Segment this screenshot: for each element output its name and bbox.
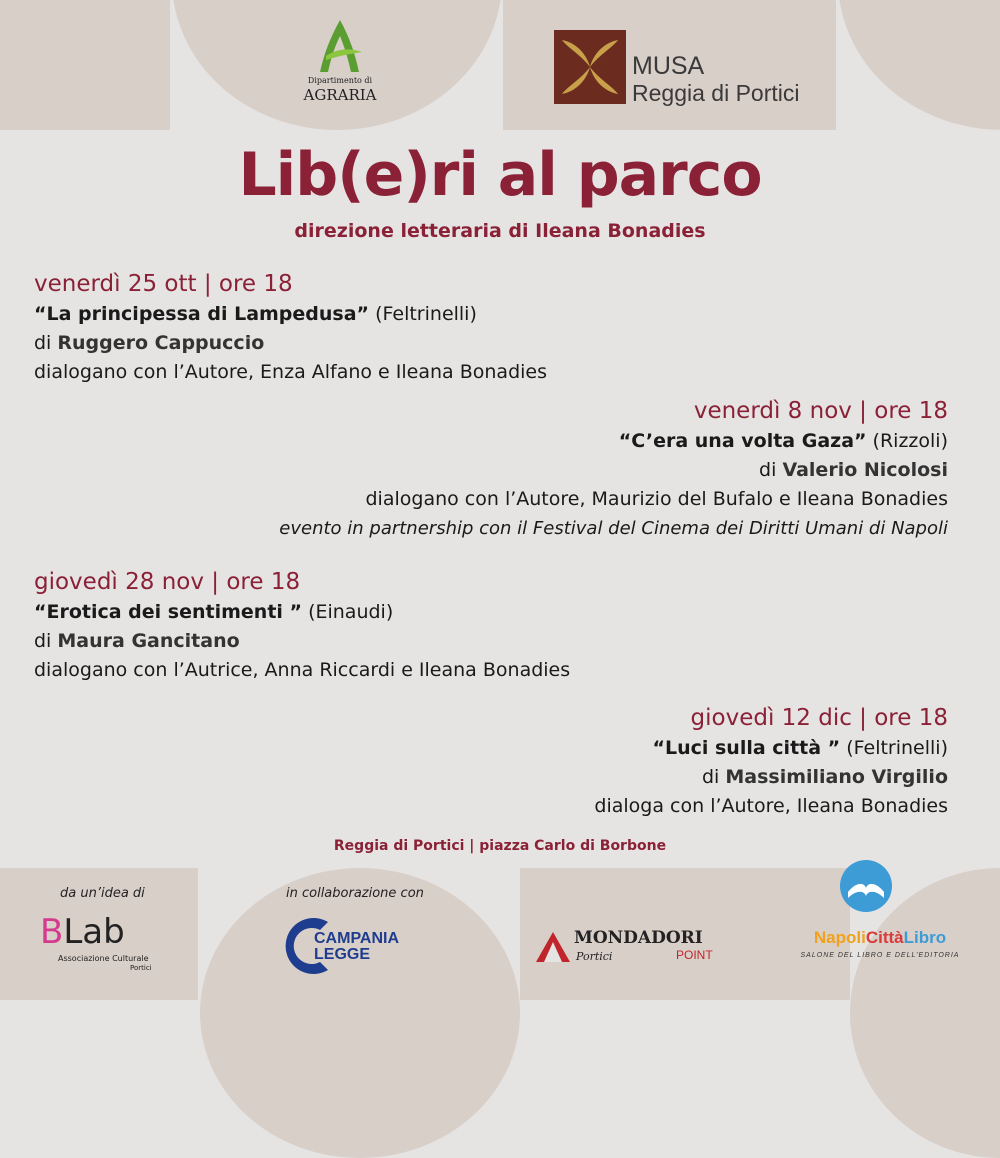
mondadori-logo [536,922,726,972]
blab-line2: Portici [130,964,152,972]
event-author: Ruggero Cappuccio [57,332,265,354]
agraria-logo [290,18,390,108]
napoli-part2: Città [865,928,904,947]
event-book-title: “C’era una volta Gaza” [618,430,867,452]
venue-line: Reggia di Portici | piazza Carlo di Borbone [333,838,667,854]
event-author: Valerio Nicolosi [782,459,948,481]
napoli-citta-libro-logo [780,858,980,988]
musa-emblem-icon [554,30,626,104]
event-book-title: “Erotica dei sentimenti ” [34,601,303,623]
event-author-line [279,456,948,485]
event-book-title: “La principessa di Lampedusa” [34,303,370,325]
bg-panel-top-left [0,0,170,130]
collab-label: in collaborazione con [286,886,424,901]
agraria-logo-top: Dipartimento di [307,76,373,85]
event-note: evento in partnership con il Festival del Cinema dei Diritti Umani di Napoli [279,518,948,539]
event-book-line [594,734,948,763]
event-date: giovedì 12 dic | ore 18 [690,705,948,731]
event-author-line [34,627,570,656]
event-publisher: (Einaudi) [302,601,394,623]
napoli-book-icon [838,858,894,914]
event-author-line [34,329,547,358]
blab-logo [40,912,180,982]
event-book-line [34,300,547,329]
blab-rest: Lab [63,912,125,952]
event-book-line [279,427,948,456]
blab-name [40,912,125,952]
event-1 [34,268,547,387]
event-book-line [34,598,570,627]
napoli-part3: Libro [903,928,947,947]
campania-legge-line2: LEGGE [314,946,371,963]
event-author-prefix: di [34,630,58,652]
napoli-tagline: SALONE DEL LIBRO E DELL’EDITORIA [800,952,960,959]
bg-circle-top-right [838,0,1000,130]
event-4 [594,702,948,821]
event-author-prefix: di [34,332,58,354]
mondadori-point: POINT [676,948,713,962]
event-date: giovedì 28 nov | ore 18 [34,569,301,595]
page-title: Lib(e)ri al parco [238,140,762,210]
event-date: venerdì 25 ott | ore 18 [34,271,293,297]
musa-logo-line2: Reggia di Portici [632,80,800,106]
event-author-prefix: di [701,766,726,788]
event-date: venerdì 8 nov | ore 18 [693,398,948,424]
event-book-title: “Luci sulla città ” [652,737,841,759]
agraria-leaf-icon [310,18,370,74]
event-publisher: (Feltrinelli) [369,303,477,325]
idea-label: da un’idea di [60,886,145,901]
mondadori-name: MONDADORI [574,928,703,948]
event-3 [34,566,570,685]
agraria-logo-bottom: AGRARIA [303,86,377,104]
event-dialogue: dialogano con l’Autore, Maurizio del Bufalo e Ileana Bonadies [365,488,948,510]
event-author: Maura Gancitano [57,630,240,652]
event-publisher: (Rizzoli) [866,430,948,452]
event-author-prefix: di [759,459,783,481]
event-2 [279,395,948,543]
blab-line1: Associazione Culturale [58,954,149,963]
campania-legge-line1: CAMPANIA [314,930,400,947]
event-publisher: (Feltrinelli) [840,737,948,759]
event-author: Massimiliano Virgilio [725,766,948,788]
napoli-name [780,928,980,948]
event-dialogue: dialogano con l’Autrice, Anna Riccardi e Ileana Bonadies [34,659,571,681]
mondadori-city: Portici [576,950,613,963]
mondadori-rose-icon [536,932,570,962]
event-dialogue: dialoga con l’Autore, Ileana Bonadies [594,795,948,817]
campania-legge-logo [276,912,456,982]
event-author-line [594,763,948,792]
blab-b: B [40,912,64,952]
event-dialogue: dialogano con l’Autore, Enza Alfano e Ileana Bonadies [34,361,547,383]
napoli-part1: Napoli [813,928,866,947]
musa-logo-line1: MUSA [632,52,705,80]
page-subtitle: direzione letteraria di Ileana Bonadies [294,220,706,242]
musa-logo [554,30,814,106]
